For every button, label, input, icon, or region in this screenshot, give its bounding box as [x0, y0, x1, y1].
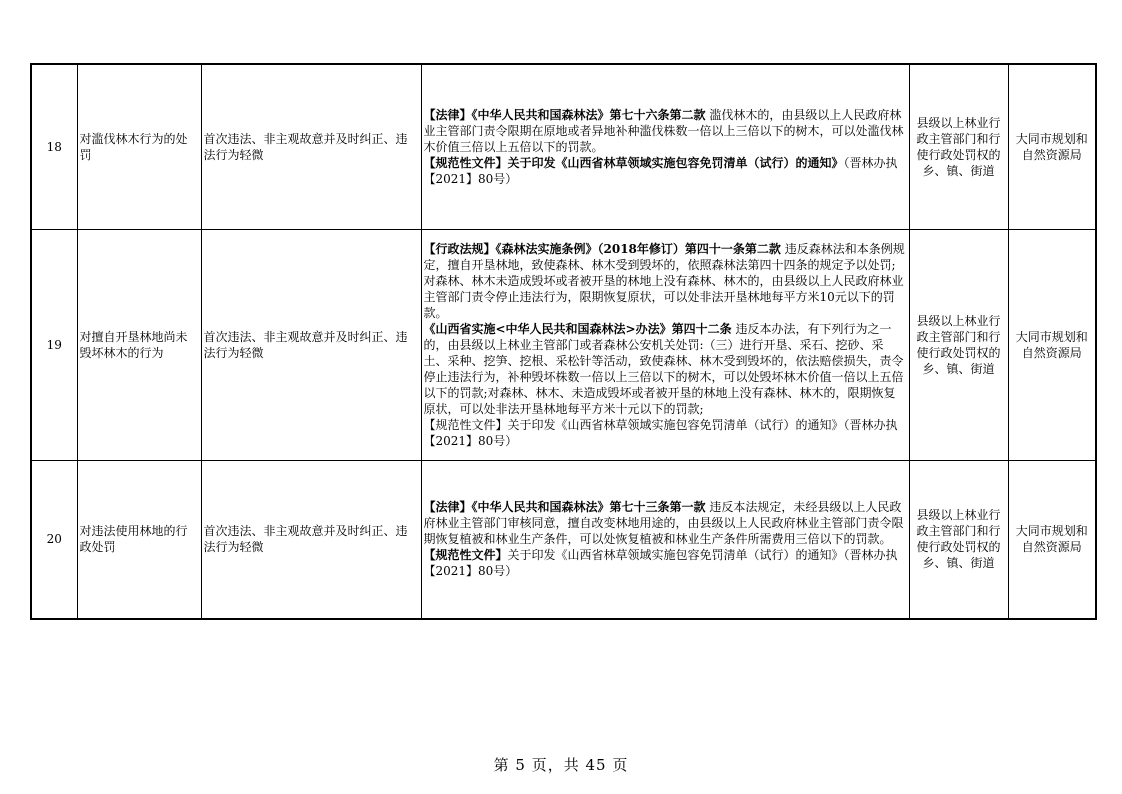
responsible-agency: 大同市规划和自然资源局 [1008, 460, 1096, 619]
violation-item: 对擅自开垦林地尚未毁坏林木的行为 [77, 229, 201, 460]
table-row [31, 64, 1096, 229]
basis-paragraph [424, 417, 907, 449]
basis-paragraph [424, 547, 907, 579]
legal-basis [421, 460, 909, 619]
basis-text: 【规范性文件】关于印发《山西省林草领域实施包容免罚清单（试行）的通知》（晋林办执【2021】80号） [423, 417, 898, 448]
basis-paragraph [424, 155, 907, 187]
basis-paragraph [424, 107, 907, 155]
basis-paragraph [424, 321, 907, 417]
violation-item: 对违法使用林地的行政处罚 [77, 460, 201, 619]
violation-item: 对滥伐林木行为的处罚 [77, 64, 201, 229]
basis-reference: 【行政法规】《森林法实施条例》（2018年修订）第四十一条第二款 [423, 241, 781, 256]
basis-text: 违反本法规定，未经县级以上人民政府林业主管部门审核同意，擅自改变林地用途的，由县级以上人民政府林业主管部门责令限期恢复植被和林业生产条件，可以处恢复植被和林业生产条件所需费用三倍以下的罚款。 [423, 500, 904, 547]
exemption-condition: 首次违法、非主观故意并及时纠正、违法行为轻微 [201, 460, 421, 619]
page-number: 第 5 页，共 45 页 [493, 756, 629, 774]
basis-text: 违反森林法和本条例规定，擅自开垦林地，致使森林、林木受到毁坏的，依照森林法第四十四条的规定予以处罚;对森林、林木未造成毁坏或者被开垦的林地上没有森林、林木的，由县级以上人民政府林业主管部门责令停止违法行为，限期恢复原状，可以处非法开垦林地每平方米10元以下的罚款。 [423, 241, 905, 320]
enforcement-authority: 县级以上林业行政主管部门和行使行政处罚权的乡、镇、街道 [909, 460, 1008, 619]
legal-basis [421, 64, 909, 229]
responsible-agency: 大同市规划和自然资源局 [1008, 229, 1096, 460]
basis-reference: 【规范性文件】关于印发《山西省林草领域实施包容免罚清单（试行）的通知》 [423, 155, 844, 170]
enforcement-authority: 县级以上林业行政主管部门和行使行政处罚权的乡、镇、街道 [909, 64, 1008, 229]
table-row [31, 460, 1096, 619]
basis-reference: 【法律】《中华人民共和国森林法》第七十三条第一款 [423, 500, 706, 515]
basis-text: 滥伐林木的，由县级以上人民政府林业主管部门责令限期在原地或者异地补种滥伐株数一倍以上三倍以下的树木，可以处滥伐林木价值三倍以上五倍以下的罚款。 [423, 107, 904, 154]
basis-paragraph [424, 499, 907, 547]
basis-reference: 《山西省实施<中华人民共和国森林法>办法》第四十二条 [423, 321, 732, 336]
exemption-condition: 首次违法、非主观故意并及时纠正、违法行为轻微 [201, 64, 421, 229]
basis-text: 违反本办法，有下列行为之一的，由县级以上林业主管部门或者森林公安机关处罚:（三）进行开垦、采石、挖砂、采土、采种、挖笋、挖根、采松针等活动，致使森林、林木受到毁坏的，依法赔偿损失，责令停止违法行为，补种毁坏株数一倍以上三倍以下的树木，可以处毁坏林木价值一倍以上五倍以下的罚款;对森林、林木、未造成毁坏或者被开垦的林地上没有森林、林木的，限期恢复原状，可以处非法开垦林地每平方米十元以下的罚款; [423, 321, 904, 416]
exemption-condition: 首次违法、非主观故意并及时纠正、违法行为轻微 [201, 229, 421, 460]
enforcement-authority: 县级以上林业行政主管部门和行使行政处罚权的乡、镇、街道 [909, 229, 1008, 460]
basis-text: 关于印发《山西省林草领域实施包容免罚清单（试行）的通知》（晋林办执【2021】80号） [423, 548, 898, 579]
row-number: 19 [31, 229, 77, 460]
row-number: 20 [31, 460, 77, 619]
legal-basis [421, 229, 909, 460]
responsible-agency: 大同市规划和自然资源局 [1008, 64, 1096, 229]
basis-reference: 【法律】《中华人民共和国森林法》第七十六条第二款 [423, 107, 706, 122]
basis-reference: 【规范性文件】 [423, 548, 508, 563]
penalty-table [30, 63, 1097, 620]
basis-paragraph [424, 241, 907, 321]
table-row [31, 229, 1096, 460]
basis-text: （晋林办执【2021】80号） [423, 155, 898, 186]
row-number: 18 [31, 64, 77, 229]
